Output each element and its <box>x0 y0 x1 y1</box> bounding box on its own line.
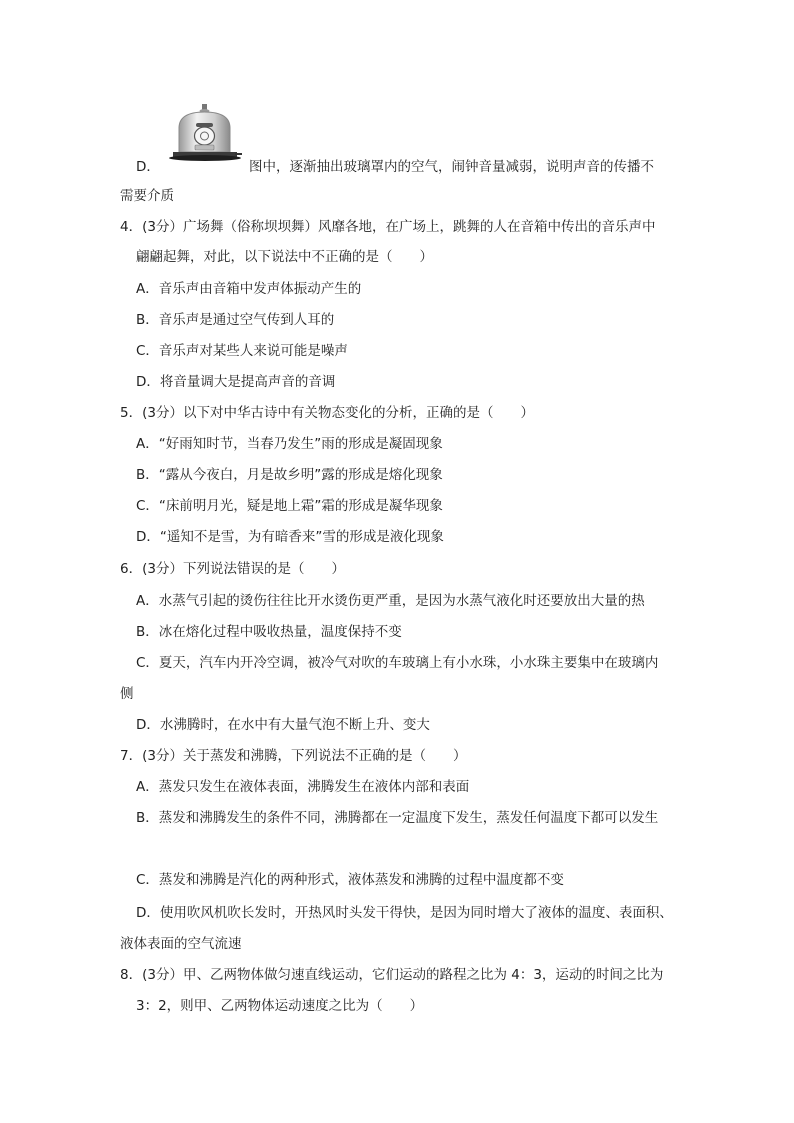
q7-option-a: A．蒸发只发生在液体表面，沸腾发生在液体内部和表面 <box>136 779 470 795</box>
q7-option-d-line2: 液体表面的空气流速 <box>120 936 242 952</box>
q5-option-a: A．“好雨知时节，当春乃发生”雨的形成是凝固现象 <box>136 436 443 452</box>
q4-option-c: C．音乐声对某些人来说可能是噪声 <box>136 343 348 359</box>
q6-option-c-line2: 侧 <box>120 686 134 702</box>
q6-option-c-line1: C．夏天，汽车内开冷空调，被冷气对吹的车玻璃上有小水珠，小水珠主要集中在玻璃内 <box>136 655 659 671</box>
q6-stem: 6．(3分）下列说法错误的是（ ） <box>120 561 345 577</box>
q3-option-d-continuation: 需要介质 <box>120 188 174 204</box>
q8-stem-line1: 8．(3分）甲、乙两物体做匀速直线运动，它们运动的路程之比为 4：3，运动的时间之比为 <box>120 967 664 983</box>
q5-option-b: B．“露从今夜白，月是故乡明”露的形成是熔化现象 <box>136 467 443 483</box>
q4-option-a: A．音乐声由音箱中发声体振动产生的 <box>136 281 362 297</box>
q6-option-d: D．水沸腾时，在水中有大量气泡不断上升、变大 <box>136 717 430 733</box>
q6-option-b: B．冰在熔化过程中吸收热量，温度保持不变 <box>136 624 402 640</box>
q3-option-d-label: D． <box>136 159 160 175</box>
q4-stem-line2: 翩翩起舞，对此，以下说法中不正确的是（ ） <box>136 249 433 265</box>
q5-option-d: D．“遥知不是雪，为有暗香来”雪的形成是液化现象 <box>136 529 444 545</box>
q3-option-d <box>136 157 160 177</box>
q7-option-c: C．蒸发和沸腾是汽化的两种形式，液体蒸发和沸腾的过程中温度都不变 <box>136 872 564 888</box>
q4-option-b: B．音乐声是通过空气传到人耳的 <box>136 312 335 328</box>
q7-stem: 7．(3分）关于蒸发和沸腾，下列说法不正确的是（ ） <box>120 748 467 764</box>
q7-option-b: B．蒸发和沸腾发生的条件不同，沸腾都在一定温度下发生，蒸发任何温度下都可以发生 <box>136 810 659 826</box>
q5-option-c: C．“床前明月光，疑是地上霜”霜的形成是凝华现象 <box>136 498 443 514</box>
q6-option-a: A．水蒸气引起的烫伤往往比开水烫伤更严重，是因为水蒸气液化时还要放出大量的热 <box>136 593 645 609</box>
q7-option-d-line1: D．使用吹风机吹长发时，开热风时头发干得快，是因为同时增大了液体的温度、表面积、 <box>136 905 673 921</box>
q4-stem-line1: 4．(3分）广场舞（俗称坝坝舞）风靡各地，在广场上，跳舞的人在音箱中传出的音乐声中 <box>120 219 656 235</box>
q3-option-d-text: 图中，逐渐抽出玻璃罩内的空气，闹钟音量减弱，说明声音的传播不 <box>249 159 654 175</box>
bell-jar-alarm-clock-image <box>165 100 243 168</box>
q4-option-d: D．将音量调大是提高声音的音调 <box>136 374 336 390</box>
q8-stem-line2: 3：2，则甲、乙两物体运动速度之比为（ ） <box>136 998 424 1014</box>
q5-stem: 5．(3分）以下对中华古诗中有关物态变化的分析，正确的是（ ） <box>120 405 534 421</box>
